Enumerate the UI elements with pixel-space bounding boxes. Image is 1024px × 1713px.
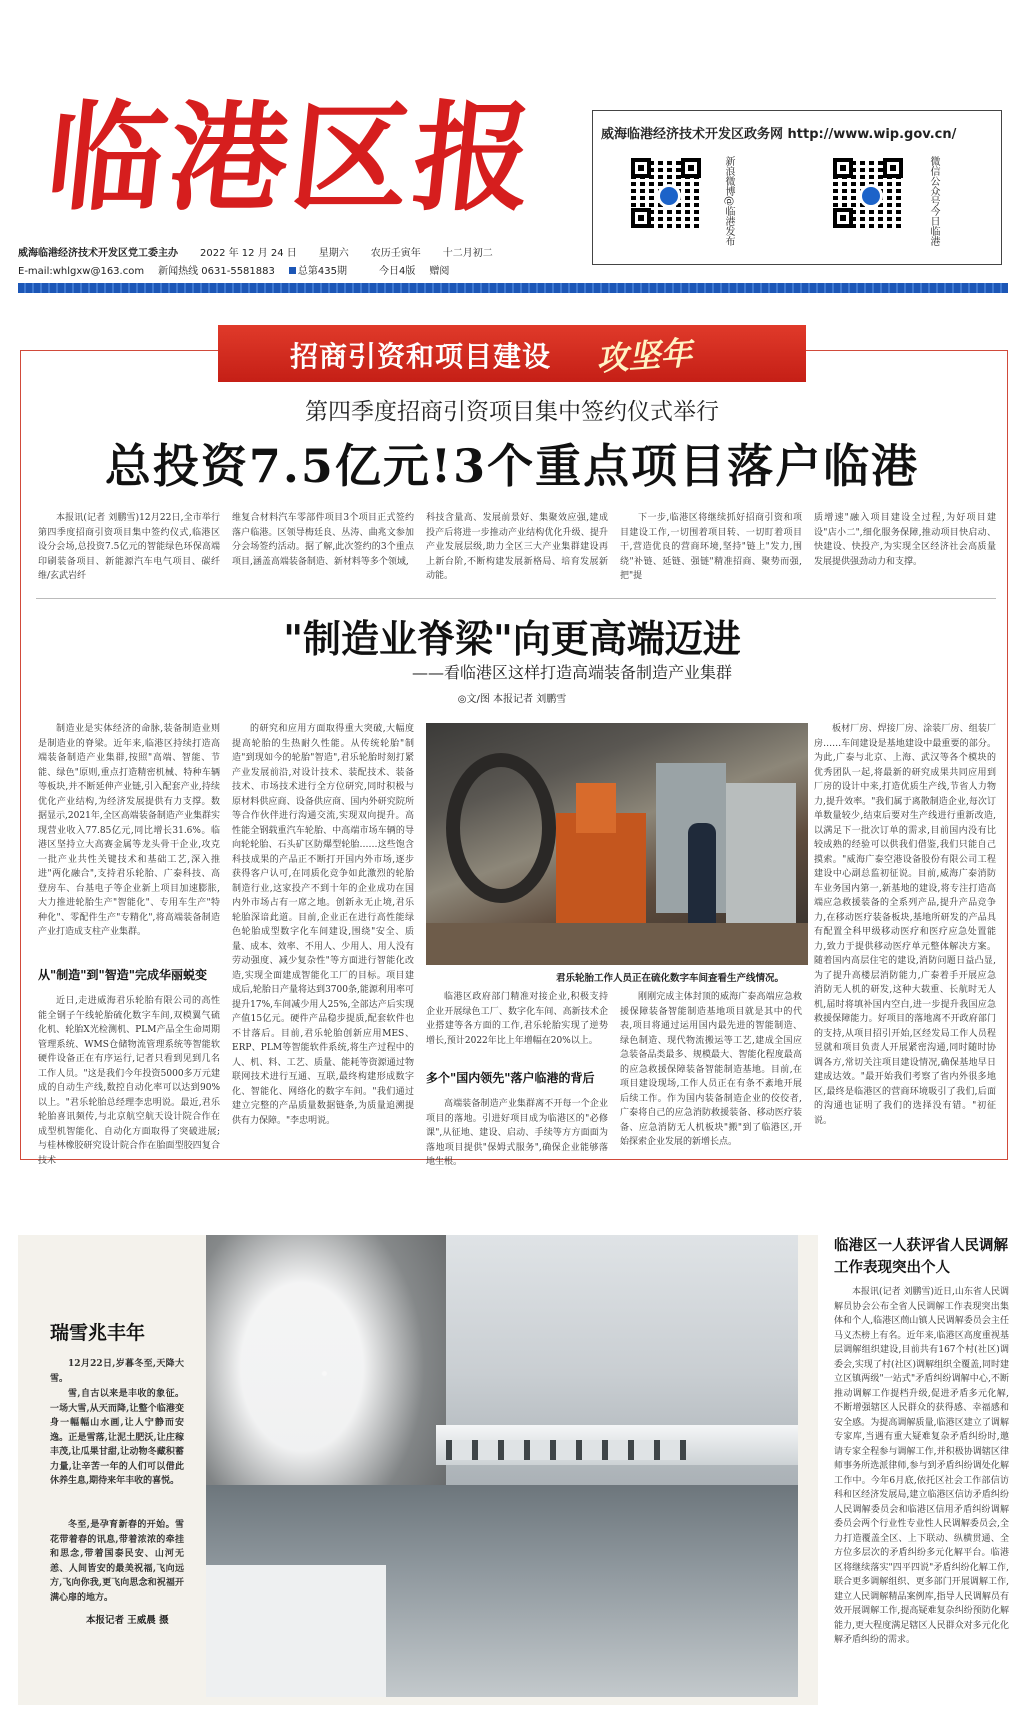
mediation-text: 本报讯(记者 刘鹏雪)近日,山东省人民调解员协会公布全省人民调解工作表现突出集体和个人,临港区蔄山镇人民调解委员会主任马义杰榜上有名。近年来,临港区高度重视基层调解组织建设,目前共有167个村(社区)调委会,实现了村(社区)调解组织全覆盖,同时建立区镇两级"一站式"矛盾纠纷调解中心,不断推动调解工作提档升级,促进矛盾多元化解,不断增强辖区人民群众的获得感、幸福感和安全感。为提高调解质量,临港区建立了调解专家库,当遇有重大疑难复杂矛盾纠纷时,邀请专家全程参与调解工作,并积极协调辖区律师事务所选派律师,参与到矛盾纠纷调处化解工作中。今年6月底,依托区社会工作部信访科和区经济发展局,建立临港区信访矛盾纠纷人民调解委员会和临港区信用矛盾纠纷调解委员会两个行业性专业性人民调解委员会,全力打造覆盖全区、上下联动、纵横贯通、全方位多层次的矛盾纠纷多元化解平台。临港区将继续落实"四平四说"矛盾纠纷化解工作,联合更多调解组织、更多部门开展调解工作,建立人民调解精品案例库,指导人民调解员有效开展调解工作,提高疑难复杂纠纷预防化解能力,更大程度满足辖区人民群众对多元化化解矛盾纠纷的需求。 xyxy=(834,1287,1009,1645)
feature-title: "制造业脊梁"向更高端迈进 xyxy=(283,616,741,661)
factory-photo xyxy=(426,723,808,965)
wechat-label: 微信公众号今日临港 xyxy=(928,156,939,246)
hotline: 新闻热线 0631-5581883 xyxy=(158,266,275,277)
lead-kicker: 第四季度招商引资项目集中签约仪式举行 xyxy=(305,399,719,425)
feature-col-2: 的研究和应用方面取得重大突破,大幅度提高轮胎的生热耐久性能。从传统轮胎"制造"到现如今的轮胎"智造",君乐轮胎时刻打紧产业发展前沿,对设计技术、装配技术、装备技术、市场技术进行全方位研究,同时积极与原材料供应商、设备供应商、国内外研究院所等合作伙伴进行沟通交流,实现双向提升。高性能全钢载重汽车轮胎、中高端市场车辆的导向轮轮胎、石头矿区防爆型轮胎……这些饱含科技成果的产品正不断打开国内外市场,逐步获得客户认可,在同质化竞争如此激烈的轮胎制造行业,这家投产不到十年的企业成功在国内外市场占有一席之地。创新永无止境,君乐轮胎深谙此道。目前,企业正在进行高性能绿色轮胎成型数字化车间建设,围绕"安全、质量、成本、效率、不用人、少用人、用人没有劳动强度、减少复杂性"等方面进行智能化改造,实现全面建成智能化工厂的目标。项目建成后,轮胎日产量将达到3700条,能源利用率可提升17%,车间减少用人25%,全部达产后实现产值15亿元。硬件产品稳步提质,配套软件也不甘落后。目前,君乐轮胎创新应用MES、ERP、PLM等智能软件系统,将生产过程中的人、机、料、工艺、质量、能耗等资源通过物联网技术进行互通、互联,最终构建形成数字化、智能化、网络化的数字车间。"我们通过建立完整的产品质量数据链条,为质量追溯提供有力保障。"李忠明说。 xyxy=(232,724,414,1126)
gift-label: 赠阅 xyxy=(429,266,450,277)
weibo-label: 新浪微博@临港发布 xyxy=(723,156,734,246)
issue-date: 2022 年 12 月 24 日 xyxy=(200,248,297,259)
snow-byline: 本报记者 王威晨 摄 xyxy=(86,1615,169,1626)
feature-col-3b: 高端装备制造产业集群离不开每一个企业项目的落地。引进好项目成为临港区的"必修课",从征地、建设、启动、手续等方方面面为落地项目提供"保姆式服务",确保企业能够落地生根。 xyxy=(426,1099,608,1167)
snow-text-2: 雪,自古以来是丰收的象征。一场大雪,从天而降,让整个临港变身一幅幅山水画,让人宁静而安逸。正是雪落,让泥土肥沃,让庄稼丰茂,让瓜果甘甜,让动物冬藏积蓄力量,让辛苦一年的人们可以借此休养生息,期待来年丰收的喜悦。 xyxy=(50,1389,184,1486)
lead-col-4: 下一步,临港区将继续抓好招商引资和项目建设工作,一切围着项目转、一切盯着项目干,营造优良的营商环境,坚持"链上"发力,围绕"补链、延链、强链"精准招商、聚势而强,把"提 xyxy=(620,513,802,581)
masthead-title: 临港区报 xyxy=(40,88,544,227)
feature-col-1: 制造业是实体经济的命脉,装备制造业则是制造业的脊梁。近年来,临港区持续打造高端装备制造产业集群,按照"高端、智能、节能、绿色"原则,重点打造精密机械、特种车辆等板块,并不断延伸产业链,引入配套产业,持续优化产业结构,为经济发展提供有力支撑。数据显示,2021年,全区高端装备制造产业集群实现营业收入77.85亿元,同比增长31.6%。临港区坚持立大高赛金属等龙头骨干企业,攻克一批产业共性关键技术和基础工艺,深入推进"两化融合",支持君乐轮胎、广泰科技、高登房车、台基电子等企业新上项目加速膨胀,大力推进轮胎生产"智能化"、专用车生产"特种化"、零配件生产"专精化",将高端装备制造产业打造成支柱产业集群。 xyxy=(38,724,220,937)
weekday: 星期六 xyxy=(318,248,349,259)
lead-col-2: 维复合材料汽车零部件项目3个项目正式签约落户临港。区领导梅廷良、丛涛、曲兆文参加分会场签约活动。据了解,此次签约的3个重点项目,涵盖高端装备制造、新材料等多个领域, xyxy=(232,513,414,567)
feature-col-5: 板材厂房、焊接厂房、涂装厂房、组装厂房……车间建设是基地建设中最重要的部分。为此,广泰与北京、上海、武汉等各个模块的优秀团队一起,将最新的研究成果共同应用到厂房的设计中来,打造优质生产线,节省人力物力,提升效率。"我们属于离散制造企业,每次订单数量较少,结束后要对生产线进行重新改造,以满足下一批次订单的需求,目前国内没有比较成熟的经验可以供我们借鉴,我们只能自己摸索。"威海广泰空港设备股份有限公司工程建设中心副总监初征说。目前,威海广泰消防车业务国内第一,新基地的建设,将专注打造高端应急救援装备的全系列产品,提升产品竞争力,在移动医疗装备板块,基地所研发的产品具有配置全科甲级移动医疗和医疗应急处置能力,致力于提供移动医疗单元整体解决方案。随着国内高层住宅的建设,消防问题日益凸显,为了提升高楼层消防能力,广泰着手开展应急消防无人机的研发,这种大载重、长航时无人机,届时将填补国内空白,进一步提升我国应急救援保障能力。好项目的落地离不开政府部门的支持,从项目招引开始,区经发局工作人员程昱就和项目负责人开展紧密沟通,同时随时协调各方,常切关注项目建设情况,确保基地早日建成达效。"最开始我们考察了省内外很多地区,最终是临港区的营商环境吸引了我们,后面的沟通也证明了我们的选择没有错。"初征说。 xyxy=(814,724,996,1126)
lunar-day: 十二月初二 xyxy=(442,248,493,259)
page-count: 今日4版 xyxy=(378,266,416,277)
lead-col-5: 质增速"融入项目建设全过程,为好项目建设"店小二",细化服务保障,推动项目快启动、快建设、快投产,为实现全区经济社会高质量发展提供强劲动力和支撑。 xyxy=(814,513,996,567)
divider xyxy=(36,598,996,599)
lead-col-3: 科技含量高、发展前景好、集聚效应强,建成投产后将进一步推动产业结构优化升级、提升产业发展层级,助力全区三大产业集群建设再上新台阶,不断构建发展新格局、培育发展新动能。 xyxy=(426,513,608,581)
snow-text-1: 12月22日,岁暮冬至,天降大雪。 xyxy=(50,1359,184,1384)
sponsor: 威海临港经济技术开发区党工委主办 xyxy=(18,248,178,259)
weibo-qr[interactable] xyxy=(631,158,701,228)
feature-col-4: 刚刚完成主体封顶的威海广泰高端应急救援保障装备智能制造基地项目就是其中的代表,项目将通过运用国内最先进的智能制造、绿色制造、现代物流搬运等工艺,建成全国应急装备品类最多、规模最大、智能化程度最高的应急救援保障装备智能制造基地。目前,在项目建设现场,工作人员正在有条不紊地开展后续工作。作为国内装备制造企业的佼佼者,广泰将自己的应急消防救援装备、移动医疗装备、应急消防无人机板块"搬"到了临港区,开始探索企业发展的新增长点。 xyxy=(620,992,802,1147)
mediation-title: 临港区一人获评省人民调解工作表现突出个人 xyxy=(834,1237,1008,1276)
snow-text-3: 冬至,是孕育新春的开始。雪花带着春的讯息,带着浓浓的牵挂和思念,带着国泰民安、山河无恙、人间皆安的最美祝福,飞向远方,飞向你我,更飞向思念和祝福开满心扉的地方。 xyxy=(50,1520,184,1603)
banner-script: 攻坚年 xyxy=(594,333,694,379)
banner-text: 招商引资和项目建设 xyxy=(290,340,552,373)
masthead-bar xyxy=(18,283,1008,293)
email[interactable]: E-mail:whlgxw@163.com xyxy=(18,266,145,277)
wechat-qr[interactable] xyxy=(833,158,903,228)
lead-headline: 总投资7.5亿元!3个重点项目落户临港 xyxy=(104,439,920,493)
feature-byline: ◎文/图 本报记者 刘鹏雪 xyxy=(457,694,567,705)
feature-col-1b: 近日,走进威海君乐轮胎有限公司的高性能全钢子午线轮胎硫化数字车间,双模翼气硫化机、轮胎X光检测机、PLM产品全生命周期管理系统、WMS仓储物流管理系统等智能软硬件设备正在有序运行,记者只看到见到几名工作人员。"这是我们今年投资5000多万元建成的自动生产线,数控自动化率可以达到90%以上。"君乐轮胎总经理李忠明说。最近,君乐轮胎喜讯频传,与北京航空航天设计院合作在成型机智能化、自动化方面取得了突破进展;与桂林橡胶研究设计院合作在胎面型胶四复合技术 xyxy=(38,996,220,1166)
masthead-info xyxy=(18,245,588,281)
snow-title: 瑞雪兆丰年 xyxy=(50,1322,146,1344)
section-banner xyxy=(218,325,806,382)
photo-caption: 君乐轮胎工作人员正在硫化数字车间查看生产线情况。 xyxy=(556,973,785,984)
feature-subhead-2: 多个"国内领先"落户临港的背后 xyxy=(426,1071,595,1085)
lunar-year: 农历壬寅年 xyxy=(370,248,421,259)
gov-site[interactable]: 威海临港经济技术开发区政务网 http://www.wip.gov.cn/ xyxy=(601,127,957,142)
info-box xyxy=(592,110,1002,265)
feature-subhead-1: 从"制造"到"智造"完成华丽蜕变 xyxy=(38,968,208,982)
snow-photo xyxy=(206,1235,798,1697)
feature-col-3: 临港区政府部门精准对接企业,积极支持企业开展绿色工厂、数字化车间、高新技术企业搭建等各方面的工作,君乐轮胎实现了逆势增长,预计2022年比上年增幅在20%以上。 xyxy=(426,992,608,1046)
issue-number: 总第435期 xyxy=(289,263,347,281)
feature-subtitle: ——看临港区这样打造高端装备制造产业集群 xyxy=(411,663,732,682)
lead-col-1: 本报讯(记者 刘鹏雪)12月22日,全市举行第四季度招商引资项目集中签约仪式,临港区设分会场,总投资7.5亿元的智能绿色环保高端印刷装备项目、新能源汽车电气项目、碳纤维/玄武岩纤 xyxy=(38,513,220,581)
